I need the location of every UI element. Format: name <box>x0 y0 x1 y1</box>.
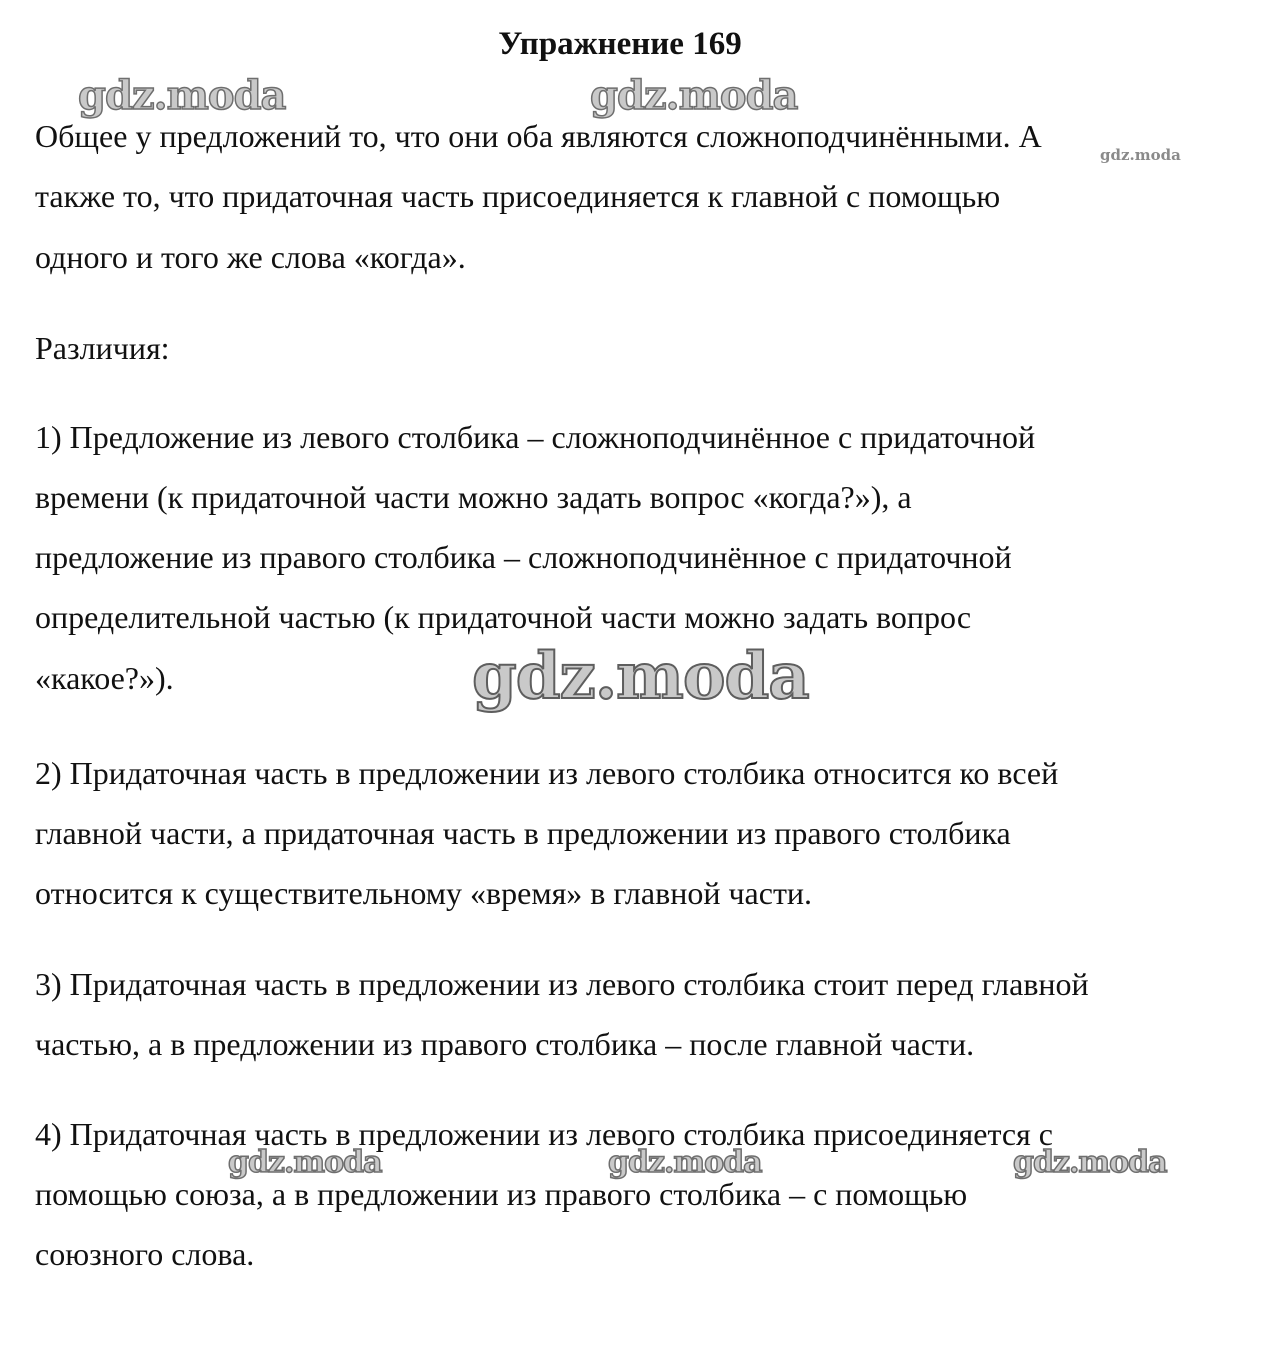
text-line: «какое?»). <box>35 660 174 696</box>
watermark: gdz.moda <box>1100 146 1181 164</box>
text-line: определительной частью (к придаточной части можно задать вопрос <box>35 599 972 635</box>
text-line: союзного слова. <box>35 1236 255 1272</box>
watermark: gdz.moda <box>1013 1145 1167 1180</box>
watermark: gdz.moda <box>608 1145 762 1180</box>
text-line: Общее у предложений то, что они оба являются сложноподчинёнными. А <box>35 118 1042 154</box>
text-line: относится к существительному «время» в главной части. <box>35 875 813 911</box>
text-line: 3) Придаточная часть в предложении из левого столбика стоит перед главной <box>35 966 1089 1002</box>
text-line: помощью союза, а в предложении из правого столбика – с помощью <box>35 1176 968 1212</box>
text-line: времени (к придаточной части можно задать вопрос «когда?»), а <box>35 479 912 515</box>
text-line: также то, что придаточная часть присоединяется к главной с помощью <box>35 178 1001 214</box>
text-line: частью, а в предложении из правого столбика – после главной части. <box>35 1026 975 1062</box>
exercise-title: Упражнение 169 <box>498 26 742 62</box>
text-line: главной части, а придаточная часть в предложении из правого столбика <box>35 815 1011 851</box>
watermark: gdz.moda <box>472 639 809 714</box>
text-line: 4) Придаточная часть в предложении из левого столбика присоединяется с <box>35 1116 1053 1152</box>
watermark: gdz.moda <box>78 72 286 119</box>
text-line: предложение из правого столбика – сложноподчинённое с придаточной <box>35 539 1012 575</box>
text-line: 2) Придаточная часть в предложении из левого столбика относится ко всей <box>35 755 1059 791</box>
text-line: одного и того же слова «когда». <box>35 239 466 275</box>
text-line: 1) Предложение из левого столбика – сложноподчинённое с придаточной <box>35 419 1036 455</box>
text-line: Различия: <box>35 330 170 366</box>
watermark: gdz.moda <box>590 72 798 119</box>
watermark: gdz.moda <box>228 1145 382 1180</box>
